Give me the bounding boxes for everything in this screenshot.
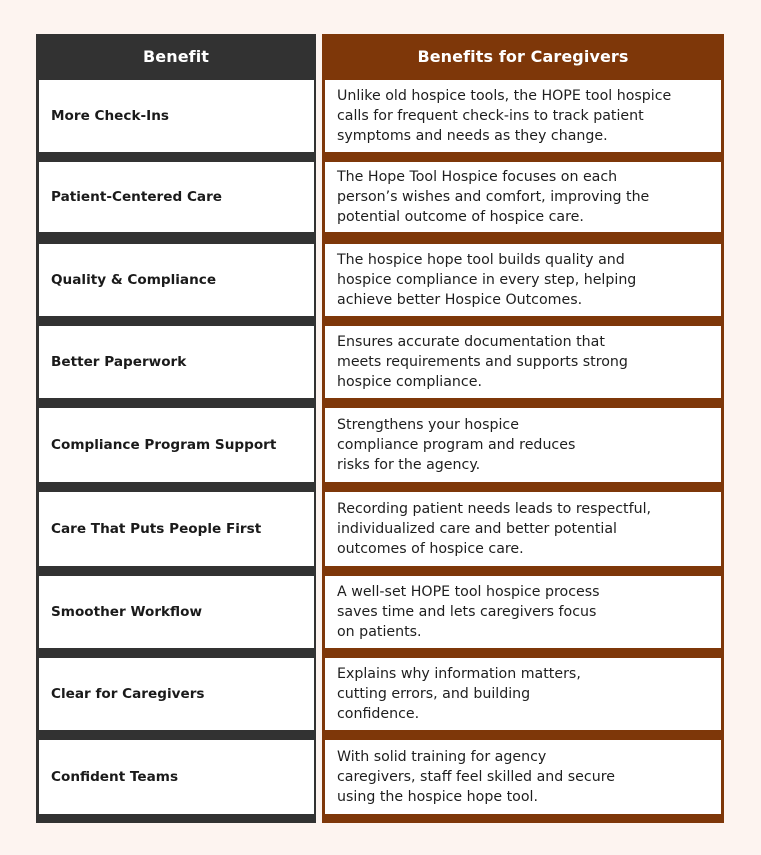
benefit-description: The Hope Tool Hospice focuses on each person’s wishes and comfort, improving the potential outcome of hospice care. [337,169,650,225]
description-cell [325,658,721,730]
benefit-label: Compliance Program Support [51,437,277,453]
benefit-description: A well-set HOPE tool hospice process saves time and lets caregivers focus on patients. [337,584,600,640]
benefit-column [36,34,316,823]
benefit-description: Strengthens your hospice compliance program and reduces risks for the agency. [337,417,576,473]
description-cell [325,326,721,398]
benefit-description: Recording patient needs leads to respectful, individualized care and better potential outcomes of hospice care. [337,501,652,557]
benefit-description: The hospice hope tool builds quality and hospice compliance in every step, helping achieve better Hospice Outcomes. [337,252,637,308]
benefit-label: Patient-Centered Care [51,189,223,205]
caregivers-column [322,34,724,823]
benefit-description: Unlike old hospice tools, the HOPE tool hospice calls for frequent check-ins to track patient symptoms and needs as they change. [337,88,672,144]
benefit-label: More Check-Ins [51,108,169,124]
benefit-cell [39,80,314,152]
benefit-cell [39,658,314,730]
benefit-label: Smoother Workflow [51,604,203,620]
benefit-description: With solid training for agency caregivers, staff feel skilled and secure using the hospice hope tool. [337,749,615,805]
description-cell [325,408,721,482]
benefit-description: Ensures accurate documentation that meets requirements and supports strong hospice compliance. [337,334,628,390]
benefit-cell [39,576,314,648]
description-cell [325,576,721,648]
description-cell [325,492,721,566]
benefit-label: Better Paperwork [51,354,187,370]
description-cell [325,80,721,152]
benefit-description: Explains why information matters, cutting errors, and building confidence. [337,666,581,722]
benefit-label: Quality & Compliance [51,272,217,288]
description-cell [325,740,721,814]
benefit-label: Clear for Caregivers [51,686,205,702]
benefit-cell [39,244,314,316]
benefit-cell [39,740,314,814]
benefit-cell [39,408,314,482]
benefit-cell [39,492,314,566]
description-cell [325,162,721,232]
benefit-label: Care That Puts People First [51,521,262,537]
description-cell [325,244,721,316]
caregivers-header: Benefits for Caregivers [417,47,629,66]
benefit-cell [39,162,314,232]
benefit-cell [39,326,314,398]
benefit-header: Benefit [142,47,210,66]
benefit-label: Confident Teams [51,769,179,785]
